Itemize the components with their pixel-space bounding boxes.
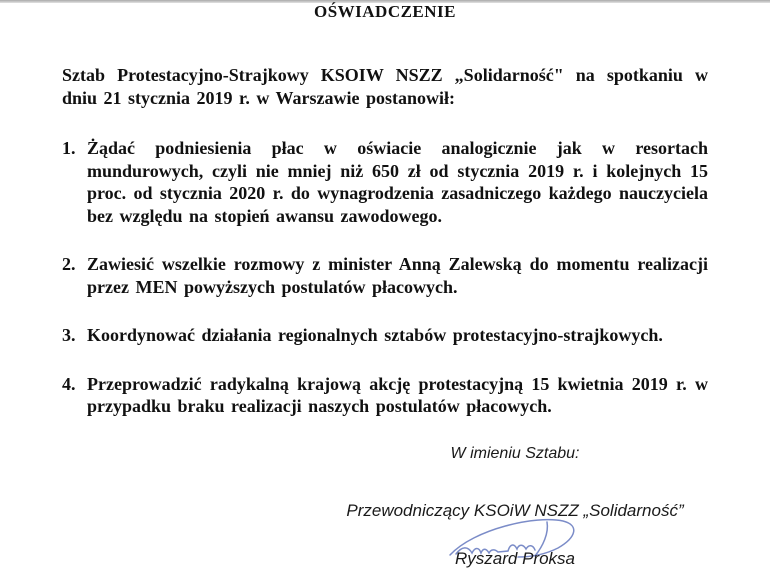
on-behalf-text: W imieniu Sztabu: [450,445,580,462]
list-item [62,324,708,347]
list-item-number: 4. [62,373,76,394]
signatory-name: Ryszard Proksa [455,549,575,568]
list-item-text: Zawiesić wszelkie rozmowy z minister Anną Zalewską do momentu realizacji przez MEN powyższych postulatów płacowych. [87,254,708,297]
list-item [62,373,708,418]
list-item-text: Koordynować działania regionalnych sztabów protestacyjno-strajkowych. [87,325,663,345]
list-item-text: Żądać podniesienia płac w oświacie analogicznie jak w resortach mundurowych, czyli nie mniej niż 650 zł od stycznia 2019 r. i kolejnych 15 proc. od stycznia 2020 r. do wynagrodzenia zasadniczego każdego nauczyciela bez względu na stopień awansu zawodowego. [87,138,708,226]
list-item [62,253,708,298]
intro-paragraph: Sztab Protestacyjno-Strajkowy KSOIW NSZZ „Solidarność" na spotkaniu w dniu 21 stycznia 2019 r. w Warszawie postanowił: [62,65,708,108]
signature-block [330,444,700,569]
document-body [62,0,708,418]
list-item [62,137,708,227]
list-item-number: 3. [62,325,76,345]
list-item-number: 1. [62,138,76,158]
list-item-number: 2. [62,254,76,274]
document-title: OŚWIADCZENIE [313,2,457,21]
resolution-list [62,137,708,418]
list-item-text: Przeprowadzić radykalną krajową akcję protestacyjną 15 kwietnia 2019 r. w przypadku braku realizacji naszych postulatów płacowych. [87,373,708,416]
signatory-title: Przewodniczący KSOiW NSZZ „Solidarność” [346,501,684,520]
